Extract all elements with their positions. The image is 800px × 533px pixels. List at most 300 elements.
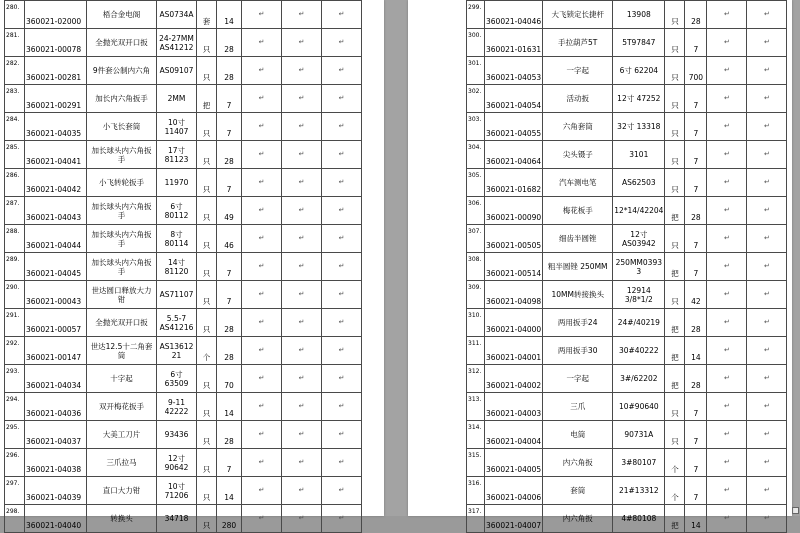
paragraph-mark-icon: ↵ [747, 337, 787, 365]
table-row [467, 421, 787, 449]
paragraph-mark-icon: ↵ [322, 253, 362, 281]
paragraph-mark-icon: ↵ [322, 169, 362, 197]
item-unit: 只 [665, 225, 685, 253]
paragraph-mark-icon: ↵ [322, 57, 362, 85]
item-unit: 只 [197, 393, 217, 421]
paragraph-mark-icon: ↵ [242, 393, 282, 421]
table-row [5, 337, 362, 365]
material-code: 360021-04039 [25, 477, 87, 505]
item-name: 大美工刀片 [87, 421, 157, 449]
item-unit: 只 [197, 421, 217, 449]
paragraph-mark-icon: ↵ [322, 449, 362, 477]
material-code: 360021-02000 [25, 1, 87, 29]
paragraph-mark-icon: ↵ [242, 113, 282, 141]
paragraph-mark-icon: ↵ [322, 421, 362, 449]
item-unit: 只 [665, 113, 685, 141]
row-number: 292. [5, 337, 25, 365]
table-row [467, 169, 787, 197]
table-row [5, 169, 362, 197]
paragraph-mark-icon: ↵ [282, 421, 322, 449]
item-model: 32寸 13318 [613, 113, 665, 141]
row-number: 310. [467, 309, 485, 337]
item-name: 细齿半圆锉 [543, 225, 613, 253]
item-name: 世达圆口释放大力钳 [87, 281, 157, 309]
material-code: 360021-04034 [25, 365, 87, 393]
row-number: 303. [467, 113, 485, 141]
table-row [467, 281, 787, 309]
item-unit: 只 [197, 309, 217, 337]
item-name: 直口大力钳 [87, 477, 157, 505]
paragraph-mark-icon: ↵ [242, 225, 282, 253]
row-number: 305. [467, 169, 485, 197]
row-number: 313. [467, 393, 485, 421]
paragraph-mark-icon: ↵ [707, 449, 747, 477]
paragraph-mark-icon: ↵ [747, 197, 787, 225]
item-model: AS62503 [613, 169, 665, 197]
item-name: 大飞锁定长捷杆 [543, 1, 613, 29]
table-row [467, 57, 787, 85]
row-number: 301. [467, 57, 485, 85]
item-quantity: 28 [217, 29, 242, 57]
material-code: 360021-04006 [485, 477, 543, 505]
paragraph-mark-icon: ↵ [322, 281, 362, 309]
item-unit: 只 [665, 1, 685, 29]
item-model: 12寸 47252 [613, 85, 665, 113]
item-unit: 把 [665, 197, 685, 225]
item-quantity: 7 [685, 113, 707, 141]
paragraph-mark-icon: ↵ [707, 29, 747, 57]
item-unit: 只 [197, 505, 217, 533]
item-name: 活动扳 [543, 85, 613, 113]
material-code: 360021-00090 [485, 197, 543, 225]
item-name: 世达12.5十二角套筒 [87, 337, 157, 365]
row-number: 295. [5, 421, 25, 449]
row-number: 309. [467, 281, 485, 309]
item-name: 加长球头内六角扳手 [87, 197, 157, 225]
table-row [467, 505, 787, 533]
paragraph-mark-icon: ↵ [322, 225, 362, 253]
paragraph-mark-icon: ↵ [747, 477, 787, 505]
paragraph-mark-icon: ↵ [747, 505, 787, 533]
table-row [5, 1, 362, 29]
row-number: 291. [5, 309, 25, 337]
paragraph-mark-icon: ↵ [242, 85, 282, 113]
material-code: 360021-04043 [25, 197, 87, 225]
item-model: AS71107 [157, 281, 197, 309]
paragraph-mark-icon: ↵ [707, 281, 747, 309]
item-quantity: 46 [217, 225, 242, 253]
paragraph-mark-icon: ↵ [322, 197, 362, 225]
paragraph-mark-icon: ↵ [242, 197, 282, 225]
item-model: 4#80108 [613, 505, 665, 533]
material-code: 360021-04007 [485, 505, 543, 533]
row-number: 312. [467, 365, 485, 393]
item-name: 10MM转接换头 [543, 281, 613, 309]
item-unit: 只 [197, 365, 217, 393]
item-name: 一字起 [543, 365, 613, 393]
item-quantity: 49 [217, 197, 242, 225]
row-number: 281. [5, 29, 25, 57]
item-unit: 只 [197, 57, 217, 85]
paragraph-mark-icon: ↵ [747, 29, 787, 57]
paragraph-mark-icon: ↵ [707, 1, 747, 29]
item-quantity: 7 [217, 113, 242, 141]
row-number: 315. [467, 449, 485, 477]
item-quantity: 14 [217, 477, 242, 505]
row-number: 287. [5, 197, 25, 225]
paragraph-mark-icon: ↵ [282, 197, 322, 225]
row-number: 299. [467, 1, 485, 29]
paragraph-mark-icon: ↵ [282, 1, 322, 29]
item-unit: 只 [197, 449, 217, 477]
paragraph-mark-icon: ↵ [242, 477, 282, 505]
paragraph-mark-icon: ↵ [282, 281, 322, 309]
paragraph-mark-icon: ↵ [242, 505, 282, 533]
paragraph-mark-icon: ↵ [242, 29, 282, 57]
table-row [5, 29, 362, 57]
item-name: 梧合金电阁 [87, 1, 157, 29]
item-unit: 只 [665, 57, 685, 85]
table-row [5, 197, 362, 225]
paragraph-mark-icon: ↵ [242, 253, 282, 281]
material-code: 360021-00057 [25, 309, 87, 337]
paragraph-mark-icon: ↵ [747, 253, 787, 281]
item-unit: 只 [197, 113, 217, 141]
table-row [467, 337, 787, 365]
table-row [467, 1, 787, 29]
paragraph-mark-icon: ↵ [322, 477, 362, 505]
table-row [5, 309, 362, 337]
material-code: 360021-04036 [25, 393, 87, 421]
paragraph-mark-icon: ↵ [282, 505, 322, 533]
paragraph-mark-icon: ↵ [707, 113, 747, 141]
item-quantity: 280 [217, 505, 242, 533]
item-unit: 只 [665, 169, 685, 197]
item-unit: 只 [665, 421, 685, 449]
item-unit: 只 [665, 85, 685, 113]
item-quantity: 28 [217, 337, 242, 365]
paragraph-mark-icon: ↵ [282, 337, 322, 365]
table-row [467, 85, 787, 113]
paragraph-mark-icon: ↵ [322, 29, 362, 57]
material-code: 360021-04037 [25, 421, 87, 449]
item-name: 粗半圆锉 250MM [543, 253, 613, 281]
row-number: 316. [467, 477, 485, 505]
item-name: 小飞转轮扳手 [87, 169, 157, 197]
paragraph-mark-icon: ↵ [282, 85, 322, 113]
item-name: 全抛光双开口扳 [87, 29, 157, 57]
paragraph-mark-icon: ↵ [242, 421, 282, 449]
item-unit: 只 [197, 253, 217, 281]
item-unit: 套 [197, 1, 217, 29]
item-model: 24-27MM AS41212 [157, 29, 197, 57]
row-number: 286. [5, 169, 25, 197]
item-quantity: 7 [685, 141, 707, 169]
item-name: 两用扳手30 [543, 337, 613, 365]
material-code: 360021-04053 [485, 57, 543, 85]
paragraph-mark-icon: ↵ [282, 169, 322, 197]
item-name: 尖头镊子 [543, 141, 613, 169]
paragraph-mark-icon: ↵ [707, 197, 747, 225]
paragraph-mark-icon: ↵ [747, 365, 787, 393]
item-quantity: 14 [685, 505, 707, 533]
material-code: 360021-00514 [485, 253, 543, 281]
paragraph-mark-icon: ↵ [282, 253, 322, 281]
paragraph-mark-icon: ↵ [747, 393, 787, 421]
paragraph-mark-icon: ↵ [242, 449, 282, 477]
item-model: 24#/40219 [613, 309, 665, 337]
item-quantity: 7 [685, 29, 707, 57]
item-name: 双开梅花扳手 [87, 393, 157, 421]
item-model: 90731A [613, 421, 665, 449]
table-row [467, 449, 787, 477]
item-model: 5.5-7 AS41216 [157, 309, 197, 337]
paragraph-mark-icon: ↵ [707, 57, 747, 85]
row-number: 290. [5, 281, 25, 309]
item-name: 一字起 [543, 57, 613, 85]
row-number: 311. [467, 337, 485, 365]
material-code: 360021-00291 [25, 85, 87, 113]
paragraph-mark-icon: ↵ [282, 113, 322, 141]
paragraph-mark-icon: ↵ [282, 225, 322, 253]
table-row [5, 449, 362, 477]
item-quantity: 28 [217, 141, 242, 169]
item-model: 2MM [157, 85, 197, 113]
item-quantity: 14 [217, 1, 242, 29]
table-row [467, 29, 787, 57]
paragraph-mark-icon: ↵ [242, 169, 282, 197]
item-model: 13908 [613, 1, 665, 29]
row-number: 308. [467, 253, 485, 281]
table-row [467, 113, 787, 141]
item-unit: 只 [665, 393, 685, 421]
item-name: 加长球头内六角扳手 [87, 141, 157, 169]
paragraph-mark-icon: ↵ [282, 57, 322, 85]
item-model: 3101 [613, 141, 665, 169]
item-unit: 个 [665, 449, 685, 477]
item-name: 两用扳手24 [543, 309, 613, 337]
item-unit: 只 [197, 197, 217, 225]
material-code: 360021-04004 [485, 421, 543, 449]
table-row [5, 113, 362, 141]
material-code: 360021-04005 [485, 449, 543, 477]
item-unit: 个 [665, 477, 685, 505]
item-unit: 只 [665, 141, 685, 169]
item-name: 加长内六角扳手 [87, 85, 157, 113]
item-model: 12*14/42204 [613, 197, 665, 225]
item-name: 加长球头内六角扳手 [87, 225, 157, 253]
table-row [467, 197, 787, 225]
paragraph-mark-icon: ↵ [242, 365, 282, 393]
item-model: 6寸 63509 [157, 365, 197, 393]
item-quantity: 7 [685, 393, 707, 421]
paragraph-mark-icon: ↵ [707, 421, 747, 449]
item-model: 10#90640 [613, 393, 665, 421]
row-number: 280. [5, 1, 25, 29]
item-unit: 个 [197, 337, 217, 365]
item-name: 9件套公制内六角 [87, 57, 157, 85]
paragraph-mark-icon: ↵ [322, 309, 362, 337]
row-number: 283. [5, 85, 25, 113]
item-model: 12914 3/8*1/2 [613, 281, 665, 309]
paragraph-mark-icon: ↵ [747, 169, 787, 197]
paragraph-mark-icon: ↵ [707, 141, 747, 169]
item-unit: 只 [197, 29, 217, 57]
item-quantity: 28 [685, 1, 707, 29]
row-number: 304. [467, 141, 485, 169]
item-quantity: 28 [217, 421, 242, 449]
paragraph-mark-icon: ↵ [747, 449, 787, 477]
paragraph-mark-icon: ↵ [322, 113, 362, 141]
item-name: 内六角扳 [543, 449, 613, 477]
paragraph-mark-icon: ↵ [242, 281, 282, 309]
paragraph-mark-icon: ↵ [707, 337, 747, 365]
item-unit: 只 [665, 29, 685, 57]
item-name: 梅花板手 [543, 197, 613, 225]
material-code: 360021-00043 [25, 281, 87, 309]
table-row [5, 225, 362, 253]
item-name: 加长球头内六角扳手 [87, 253, 157, 281]
item-quantity: 14 [685, 337, 707, 365]
material-code: 360021-04055 [485, 113, 543, 141]
scroll-box-icon[interactable] [792, 507, 799, 514]
item-name: 全抛光双开口扳 [87, 309, 157, 337]
item-model: AS09107 [157, 57, 197, 85]
item-model: 10寸 11407 [157, 113, 197, 141]
table-row [467, 393, 787, 421]
item-name: 汽车测电笔 [543, 169, 613, 197]
item-quantity: 7 [685, 169, 707, 197]
item-quantity: 28 [217, 57, 242, 85]
paragraph-mark-icon: ↵ [282, 393, 322, 421]
row-number: 300. [467, 29, 485, 57]
material-code: 360021-04045 [25, 253, 87, 281]
material-code: 360021-04044 [25, 225, 87, 253]
item-name: 电筒 [543, 421, 613, 449]
item-name: 套筒 [543, 477, 613, 505]
paragraph-mark-icon: ↵ [707, 365, 747, 393]
parts-table-right [466, 0, 787, 533]
item-unit: 只 [197, 225, 217, 253]
item-quantity: 7 [217, 449, 242, 477]
paragraph-mark-icon: ↵ [707, 309, 747, 337]
material-code: 360021-01682 [485, 169, 543, 197]
row-number: 306. [467, 197, 485, 225]
item-model: 5T97847 [613, 29, 665, 57]
paragraph-mark-icon: ↵ [322, 393, 362, 421]
paragraph-mark-icon: ↵ [707, 253, 747, 281]
item-quantity: 7 [685, 477, 707, 505]
item-unit: 只 [197, 281, 217, 309]
row-number: 297. [5, 477, 25, 505]
item-quantity: 28 [217, 309, 242, 337]
material-code: 360021-04001 [485, 337, 543, 365]
material-code: 360021-04002 [485, 365, 543, 393]
item-model: 9-11 42222 [157, 393, 197, 421]
paragraph-mark-icon: ↵ [747, 421, 787, 449]
item-quantity: 7 [685, 421, 707, 449]
material-code: 360021-04003 [485, 393, 543, 421]
item-model: 12寸 AS03942 [613, 225, 665, 253]
paragraph-mark-icon: ↵ [707, 85, 747, 113]
document-page-left [0, 0, 384, 530]
paragraph-mark-icon: ↵ [242, 1, 282, 29]
paragraph-mark-icon: ↵ [747, 225, 787, 253]
item-model: 30#40222 [613, 337, 665, 365]
item-model: 14寸 81120 [157, 253, 197, 281]
material-code: 360021-04046 [485, 1, 543, 29]
paragraph-mark-icon: ↵ [707, 225, 747, 253]
row-number: 302. [467, 85, 485, 113]
paragraph-mark-icon: ↵ [322, 1, 362, 29]
material-code: 360021-04040 [25, 505, 87, 533]
table-row [5, 253, 362, 281]
paragraph-mark-icon: ↵ [282, 365, 322, 393]
item-name: 内六角扳 [543, 505, 613, 533]
paragraph-mark-icon: ↵ [322, 337, 362, 365]
item-model: 250MM0393 3 [613, 253, 665, 281]
paragraph-mark-icon: ↵ [282, 309, 322, 337]
item-unit: 只 [197, 141, 217, 169]
material-code: 360021-00147 [25, 337, 87, 365]
table-row [467, 253, 787, 281]
table-row [5, 421, 362, 449]
paragraph-mark-icon: ↵ [322, 505, 362, 533]
material-code: 360021-00281 [25, 57, 87, 85]
paragraph-mark-icon: ↵ [707, 169, 747, 197]
paragraph-mark-icon: ↵ [747, 281, 787, 309]
material-code: 360021-04054 [485, 85, 543, 113]
item-unit: 只 [197, 477, 217, 505]
material-code: 360021-04000 [485, 309, 543, 337]
item-model: AS13612 21 [157, 337, 197, 365]
table-row [5, 477, 362, 505]
table-row [5, 85, 362, 113]
vertical-scrollbar[interactable] [792, 0, 800, 516]
table-row [467, 309, 787, 337]
item-quantity: 7 [217, 253, 242, 281]
item-model: 3#80107 [613, 449, 665, 477]
row-number: 314. [467, 421, 485, 449]
row-number: 288. [5, 225, 25, 253]
table-row [5, 505, 362, 533]
item-unit: 把 [197, 85, 217, 113]
parts-table-left [4, 0, 362, 533]
table-row [5, 281, 362, 309]
item-quantity: 7 [685, 225, 707, 253]
paragraph-mark-icon: ↵ [707, 477, 747, 505]
document-page-right [408, 0, 792, 530]
item-model: 93436 [157, 421, 197, 449]
material-code: 360021-04035 [25, 113, 87, 141]
material-code: 360021-04041 [25, 141, 87, 169]
paragraph-mark-icon: ↵ [707, 393, 747, 421]
item-model: 10寸 71206 [157, 477, 197, 505]
item-unit: 把 [665, 505, 685, 533]
item-model: 6寸 80112 [157, 197, 197, 225]
paragraph-mark-icon: ↵ [282, 477, 322, 505]
table-row [5, 57, 362, 85]
item-unit: 只 [197, 169, 217, 197]
item-model: 17寸 81123 [157, 141, 197, 169]
item-name: 十字起 [87, 365, 157, 393]
table-row [5, 365, 362, 393]
item-unit: 把 [665, 253, 685, 281]
row-number: 289. [5, 253, 25, 281]
item-quantity: 28 [685, 365, 707, 393]
row-number: 298. [5, 505, 25, 533]
paragraph-mark-icon: ↵ [747, 57, 787, 85]
